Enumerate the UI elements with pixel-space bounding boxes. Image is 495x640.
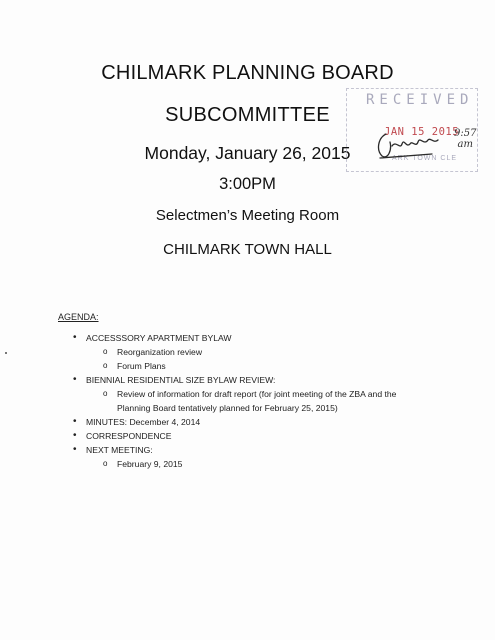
agenda-subitem-text: Review of information for draft report (for joint meeting of the ZBA and the Planning Board tentatively planned for February 25, 2015) (117, 389, 397, 413)
bullet-icon: • (73, 332, 77, 343)
agenda-item-text: ACCESSSORY APARTMENT BYLAW (86, 333, 232, 343)
agenda-label: AGENDA: (58, 312, 99, 322)
stamp-time-handwritten (454, 128, 476, 150)
stamp-time-line2: am (457, 139, 473, 150)
agenda-item-text: MINUTES: December 4, 2014 (86, 417, 201, 427)
agenda-item (0, 373, 495, 387)
bullet-icon: • (73, 444, 77, 455)
agenda-item-text: CORRESPONDENCE (86, 431, 172, 441)
agenda-subitem-text: Reorganization review (117, 347, 203, 357)
stamp-clerk-text: ARK TOWN CLE (392, 155, 458, 162)
agenda-item (0, 429, 495, 443)
bullet-icon: • (73, 430, 77, 441)
signature-icon (372, 128, 452, 164)
bullet-icon: • (73, 416, 77, 427)
agenda-list (0, 331, 495, 471)
sub-bullet-icon: o (103, 389, 108, 398)
stamp-time-line1: 9:57 (454, 128, 477, 139)
sub-bullet-icon: o (103, 347, 108, 356)
agenda-subitem (0, 359, 495, 373)
board-title: CHILMARK PLANNING BOARD (101, 62, 394, 84)
bullet-icon: • (73, 374, 77, 385)
agenda-item (0, 331, 495, 345)
agenda-subitem-text: Forum Plans (117, 361, 166, 371)
agenda-subitem (0, 345, 495, 359)
agenda-item-text: NEXT MEETING: (86, 445, 153, 455)
subcommittee-title: SUBCOMMITTEE (165, 104, 330, 126)
stamp-date: JAN 15 2015 (384, 126, 460, 138)
meeting-location: CHILMARK TOWN HALL (163, 241, 332, 258)
agenda-item-text: BIENNIAL RESIDENTIAL SIZE BYLAW REVIEW: (86, 375, 276, 385)
sub-bullet-icon: o (103, 361, 108, 370)
agenda-item (0, 443, 495, 457)
agenda-subitem-text: February 9, 2015 (117, 459, 183, 469)
sub-bullet-icon: o (103, 459, 108, 468)
meeting-date: Monday, January 26, 2015 (144, 143, 351, 163)
stamp-received-text: RECEIVED (366, 92, 474, 108)
agenda-subitem (0, 457, 495, 471)
agenda-item (0, 415, 495, 429)
meeting-room: Selectmen’s Meeting Room (155, 207, 340, 224)
agenda-subitem (0, 387, 495, 415)
meeting-time: 3:00PM (219, 175, 276, 193)
